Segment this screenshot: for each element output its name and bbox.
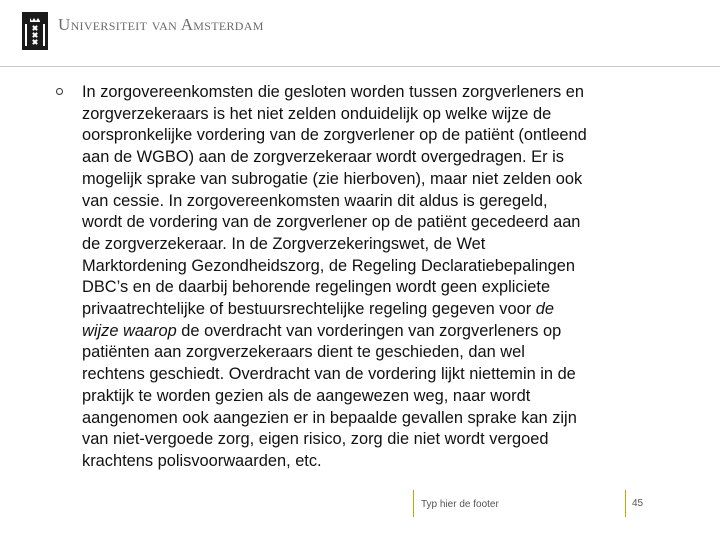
- slide-header: [0, 0, 720, 68]
- slide-body: [56, 82, 666, 473]
- university-name: Universiteit van Amsterdam: [58, 15, 264, 34]
- footer-divider-right: [625, 490, 626, 517]
- page-number: 45: [632, 498, 644, 509]
- paragraph-emphasis: de wijze waarop: [82, 300, 554, 340]
- hollow-circle-bullet-icon: [56, 88, 63, 95]
- footer-divider-left: [413, 490, 414, 517]
- header-divider: [0, 66, 720, 67]
- paragraph-text-part-2: de overdracht van vorderingen van zorgverleners op patiënten aan zorgverzekeraars dient te geschieden, dan wel rechtens geschiedt. Overdracht van de vordering lijkt niettemin in de praktijk te worden gezien als de aangewezen weg, naar wordt aangenomen ook aangezien er in bepaalde gevallen sprake kan zijn van niet-vergoede zorg, eigen risico, zorg die niet wordt vergoed krachtens polisvoorwaarden, etc.: [82, 321, 577, 470]
- paragraph-text-part-1: In zorgovereenkomsten die gesloten worden tussen zorgverleners en zorgverzekeraars is het niet zelden onduidelijk op welke wijze de oorspronkelijke vordering van de zorgverlener op de patiënt (ontleend aan de WGBO) aan de zorgverzekeraar wordt overgedragen. Er is mogelijk sprake van subrogatie (zie hierboven), maar niet zelden ook van cessie. In zorgovereenkomsten waarin dit aldus is geregeld, wordt de vordering van de zorgverlener op de patiënt gecedeerd aan de zorgverzekeraar. In de Zorgverzekeringswet, de Wet Marktordening Gezondheidszorg, de Regeling Declaratiebepalingen DBC’s en de daarbij behorende regelingen wordt geen expliciete privaatrechtelijke of bestuursrechtelijke regeling gegeven voor: [82, 83, 587, 319]
- footer-text: Typ hier de footer: [421, 499, 499, 510]
- body-paragraph: [82, 82, 666, 473]
- uva-crest-icon: [22, 12, 48, 50]
